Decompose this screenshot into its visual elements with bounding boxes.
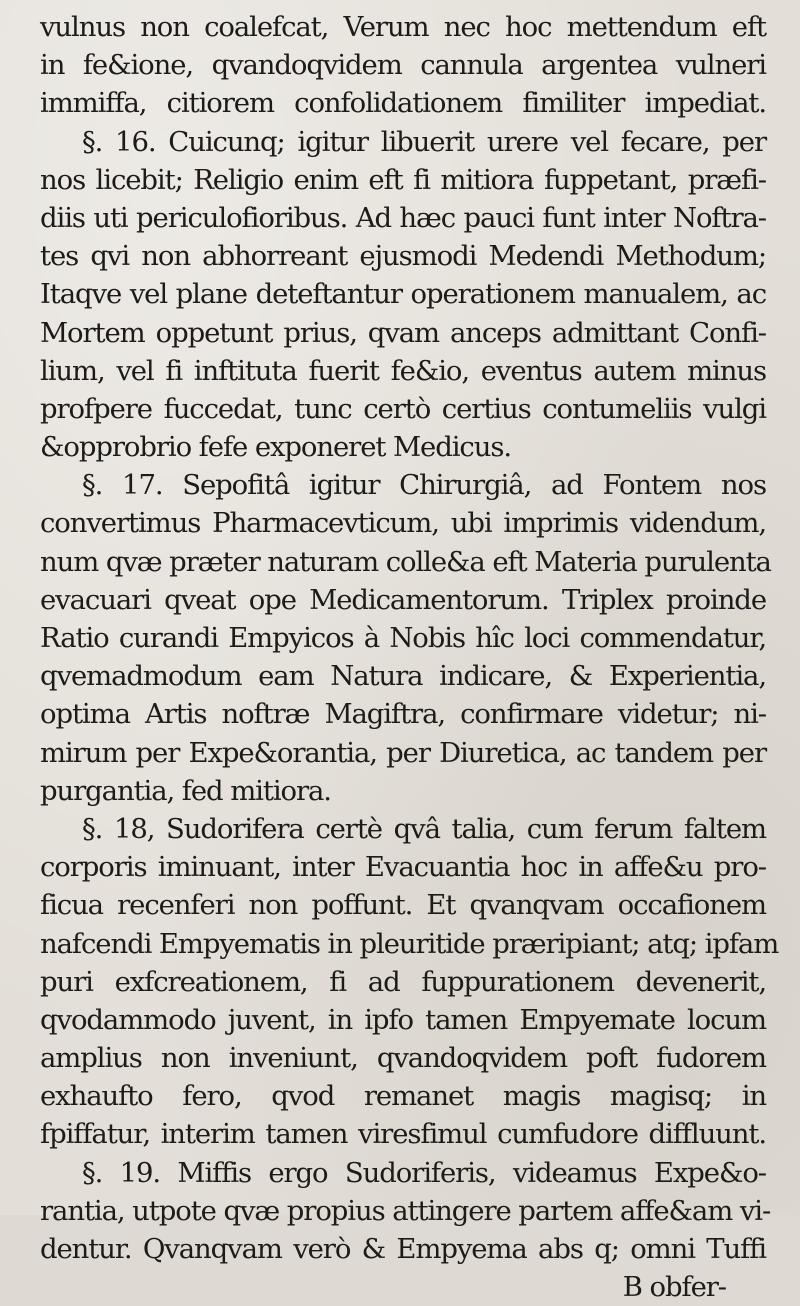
text-line-8: Itaqve vel plane deteftantur operationem manualem, ac [40, 278, 766, 311]
text-line-3: immiffa, citiorem confolidationem fimiliter impediat. [40, 87, 766, 120]
text-line-4: §. 16. Cuicunq; igitur libuerit urere vel fecare, per [82, 125, 766, 158]
text-line-25: nafcendi Empyematis in pleuritide præripiant; atq; ipfam [40, 927, 779, 960]
text-line-28: amplius non inveniunt, qvandoqvidem poft fudorem [40, 1042, 766, 1075]
text-line-30: fpiffatur, interim tamen viresfimul cumfudore diffluunt. [40, 1118, 766, 1151]
text-line-31: §. 19. Miffis ergo Sudoriferis, videamus Expe&o- [82, 1156, 766, 1189]
text-line-32: rantia, utpote qvæ propius attingere partem affe&am vi- [40, 1194, 771, 1227]
text-line-23: corporis iminuant, inter Evacuantia hoc in affe&u pro- [40, 851, 766, 884]
text-line-17: Ratio curandi Empyicos à Nobis hîc loci commendatur, [40, 622, 766, 654]
text-line-7: tes qvi non abhorreant ejusmodi Medendi Methodum; [40, 240, 766, 273]
text-line-6: diis uti periculofioribus. Ad hæc pauci funt inter Noftra- [40, 201, 766, 234]
text-line-1: vulnus non coalefcat, Verum nec hoc mettendum eft [40, 11, 766, 43]
text-line-2: in fe&ione, qvandoqvidem cannula argentea vulneri [40, 49, 766, 82]
text-line-33: dentur. Qvanqvam verò & Empyema abs q; omni Tuffi [40, 1233, 766, 1265]
text-line-26: puri exfcreationem, fi ad fuppurationem devenerit, [40, 965, 766, 998]
text-line-29: exhaufto fero, qvod remanet magis magisq; in [40, 1080, 766, 1113]
text-line-10: lium, vel fi inftituta fuerit fe&io, eventus autem minus [40, 354, 766, 387]
text-line-15: num qvæ præter naturam colle&a eft Materia purulenta [40, 545, 771, 578]
body-text [40, 8, 779, 1306]
text-line-16: evacuari qveat ope Medicamentorum. Triplex proinde [40, 583, 766, 616]
text-line-14: convertimus Pharmacevticum, ubi imprimis videndum, [40, 507, 766, 540]
text-line-34-signature-catchword: B obfer- [622, 1271, 726, 1304]
text-line-20: mirum per Expe&orantia, per Diuretica, ac tandem per [40, 736, 766, 769]
text-line-24: ficua recenferi non poffunt. Et qvanqvam occafionem [40, 889, 766, 922]
text-line-21: purgantia, fed mitiora. [40, 774, 331, 807]
text-line-9: Mortem oppetunt prius, qvam anceps admittant Confi- [40, 316, 766, 349]
text-line-11: profpere fuccedat, tunc certò certius contumeliis vulgi [40, 392, 766, 425]
text-line-19: optima Artis noftræ Magiftra, confirmare videtur; ni- [40, 698, 766, 731]
text-line-5: nos licebit; Religio enim eft fi mitiora fuppetant, præfi- [40, 163, 766, 196]
text-line-18: qvemadmodum eam Natura indicare, & Experientia, [40, 660, 766, 693]
text-line-13: §. 17. Sepofitâ igitur Chirurgiâ, ad Fontem nos [82, 469, 766, 502]
text-line-12: &opprobrio fefe exponeret Medicus. [40, 431, 511, 464]
text-line-27: qvodammodo juvent, in ipfo tamen Empyemate locum [40, 1003, 766, 1036]
text-line-22: §. 18, Sudorifera certè qvâ talia, cum ferum faltem [82, 812, 766, 845]
